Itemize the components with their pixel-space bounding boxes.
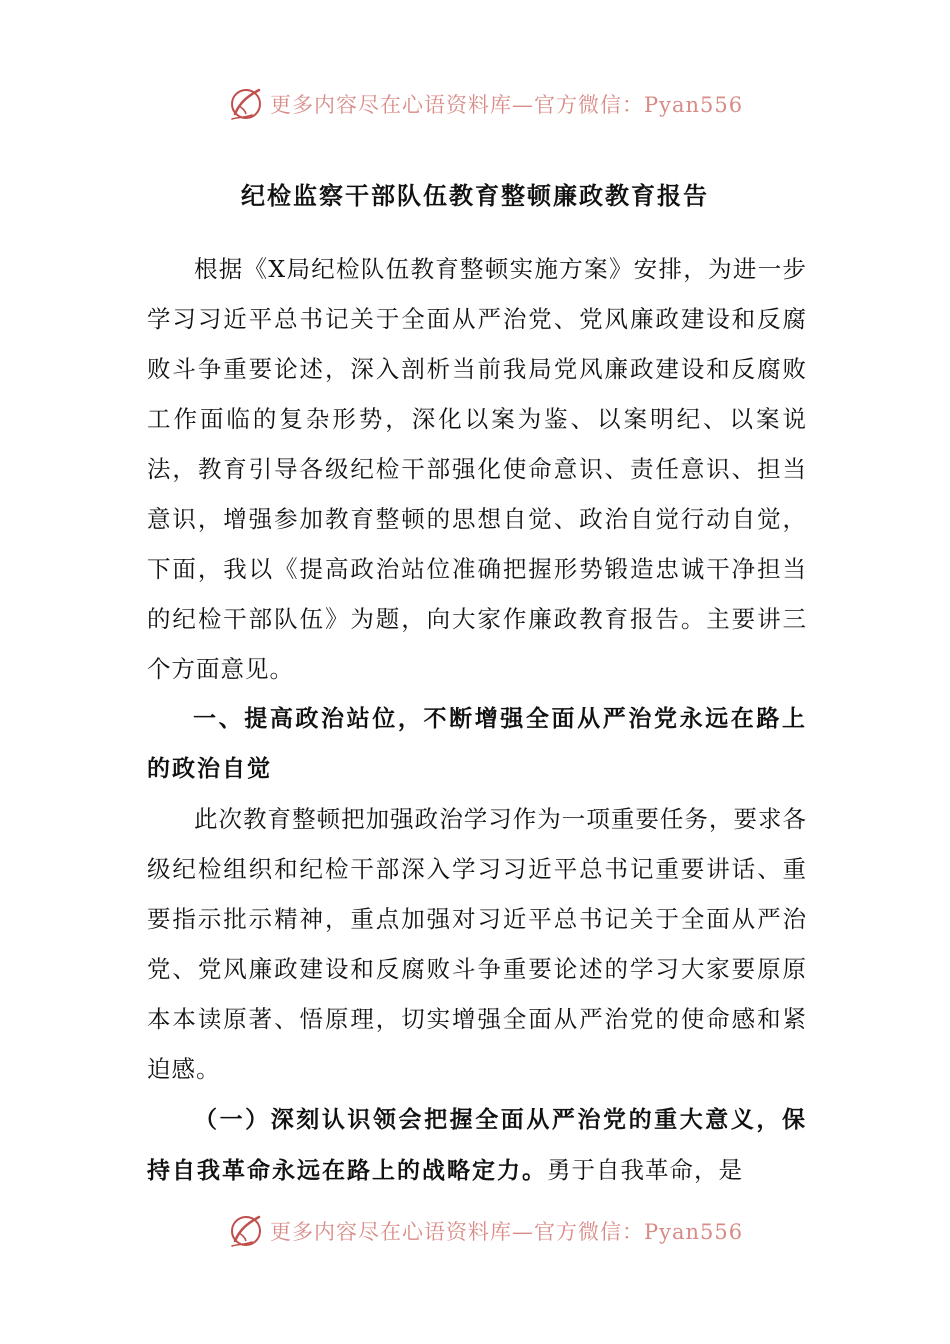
pen-logo-icon	[226, 1211, 266, 1251]
paragraph-text: 勇于自我革命，是	[547, 1156, 743, 1184]
watermark-bottom	[226, 1211, 743, 1251]
section-heading: 一、提高政治站位，不断增强全面从严治党永远在路上的政治自觉	[147, 706, 807, 782]
paragraph: 根据《X局纪检队伍教育整顿实施方案》安排，为进一步学习习近平总书记关于全面从严治党、党风廉政建设和反腐败斗争重要论述，深入剖析当前我局党风廉政建设和反腐败工作面临的复杂形势，深化以案为鉴、以案明纪、以案说法，教育引导各级纪检干部强化使命意识、责任意识、担当意识，增强参加教育整顿的思想自觉、政治自觉行动自觉，下面，我以《提高政治站位准确把握形势锻造忠诚干净担当的纪检干部队伍》为题，向大家作廉政教育报告。主要讲三个方面意见。	[147, 255, 807, 683]
watermark-top	[226, 84, 743, 124]
document-body	[147, 244, 807, 1196]
watermark-text: 更多内容尽在心语资料库—官方微信：Pyan556	[270, 93, 744, 117]
pen-logo-icon	[226, 84, 266, 124]
subsection-paragraph	[147, 1094, 807, 1196]
document-title: 纪检监察干部队伍教育整顿廉政教育报告	[241, 182, 709, 210]
subsection-heading: （一）深刻认识领会把握全面从严治党的重大意义，保持自我革命永远在路上的战略定力。	[147, 1107, 807, 1184]
watermark-text: 更多内容尽在心语资料库—官方微信：Pyan556	[270, 1220, 744, 1244]
paragraph: 此次教育整顿把加强政治学习作为一项重要任务，要求各级纪检组织和纪检干部深入学习习近平总书记重要讲话、重要指示批示精神，重点加强对习近平总书记关于全面从严治党、党风廉政建设和反腐败斗争重要论述的学习大家要原原本本读原著、悟原理，切实增强全面从严治党的使命感和紧迫感。	[147, 805, 807, 1083]
